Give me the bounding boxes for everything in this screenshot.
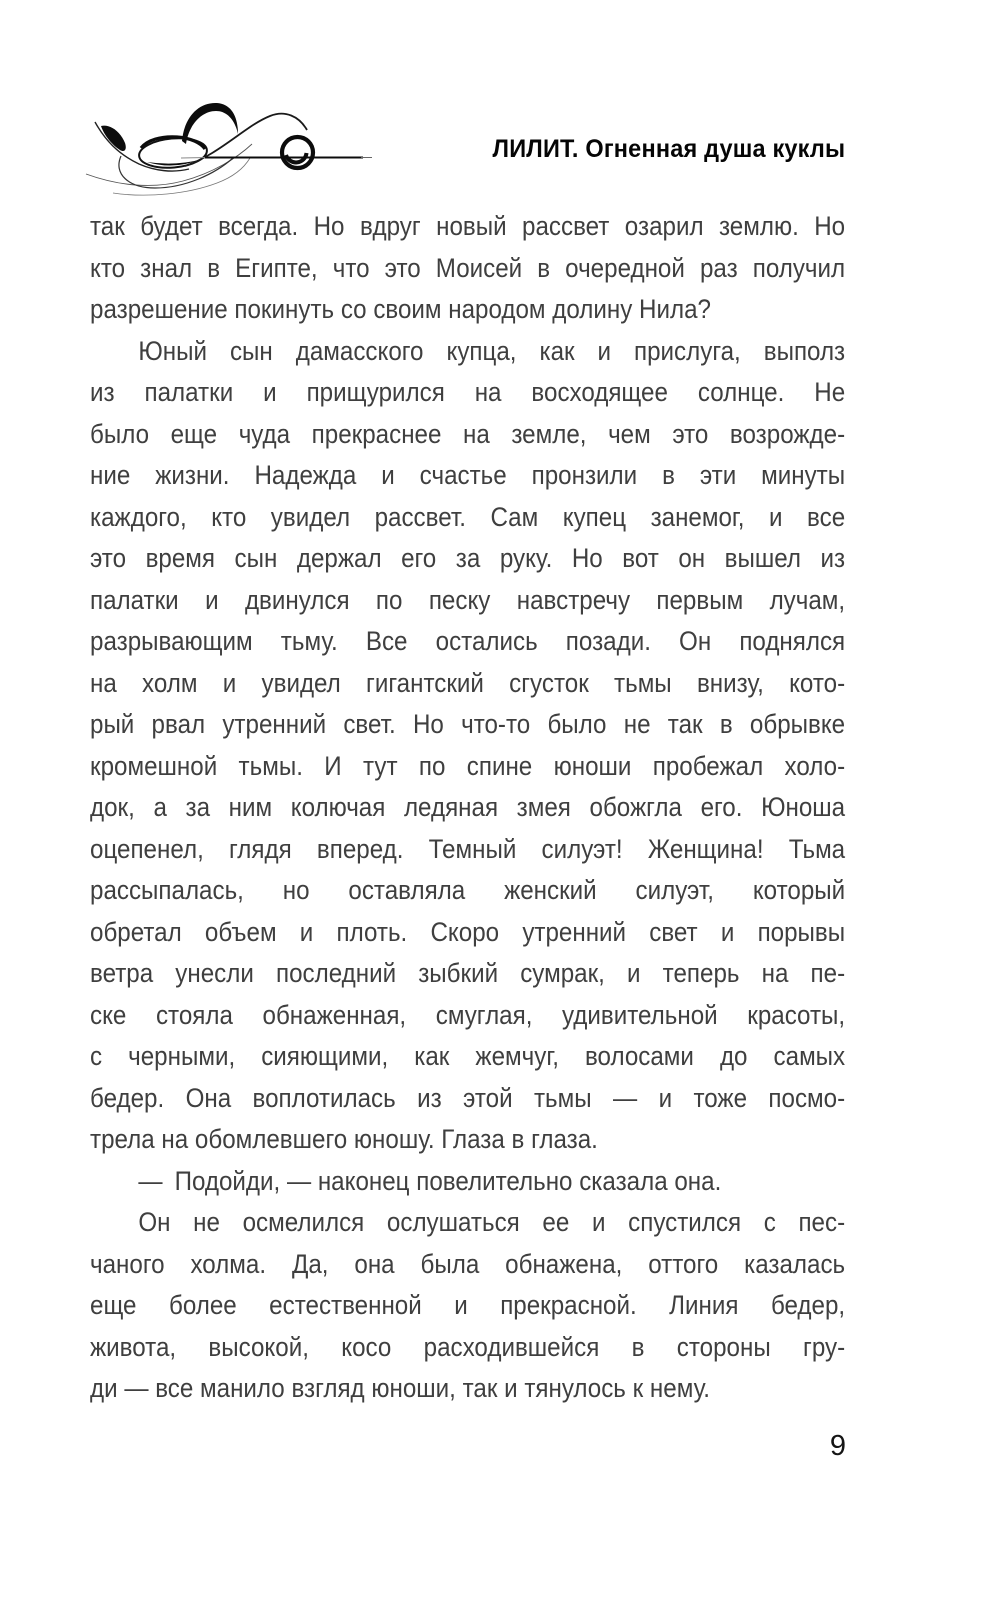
text-line: ди — все манило взгляд юноши, так и тянулось к нему.: [90, 1373, 710, 1403]
calligraphic-flourish-icon: [85, 96, 375, 208]
text-line: разрывающим тьму. Все остались позади. Он поднялся: [90, 626, 846, 656]
page-number: 9: [829, 1430, 846, 1462]
text-line: ске стояла обнаженная, смуглая, удивительной красоты,: [90, 999, 846, 1030]
text-line: кромешной тьмы. И тут по спине юноши пробежал холо-: [90, 750, 846, 781]
text-line: палатки и двинулся по песку навстречу первым лучам,: [90, 584, 846, 615]
text-line: ние жизни. Надежда и счастье пронзили в эти минуты: [90, 460, 846, 490]
text-line: разрешение покинуть со своим народом долину Нила?: [90, 294, 711, 324]
text-line: ветра унесли последний зыбкий сумрак, и теперь на пе-: [90, 958, 846, 988]
text-line: с черными, сияющими, как жемчуг, волосами до самых: [90, 1041, 846, 1071]
text-line: оцепенел, глядя вперед. Темный силуэт! Женщина! Тьма: [90, 833, 846, 864]
running-title: ЛИЛИТ. Огненная душа куклы: [492, 135, 845, 163]
text-line: на холм и увидел гигантский сгусток тьмы внизу, кото-: [90, 667, 846, 698]
text-line: бедер. Она воплотилась из этой тьмы — и тоже посмо-: [90, 1082, 846, 1113]
text-line: кто знал в Египте, что это Моисей в очередной раз получил: [90, 252, 846, 283]
text-line: Он не осмелился ослушаться ее и спустился с пес-: [138, 1207, 846, 1237]
text-line: рый рвал утренний свет. Но что-то было не так в обрывке: [90, 709, 846, 739]
flourish-strokes: [86, 103, 372, 195]
text-line: обретал объем и плоть. Скоро утренний свет и порывы: [90, 916, 846, 947]
text-line: живота, высокой, косо расходившейся в стороны гру-: [90, 1331, 846, 1362]
text-line: это время сын держал его за руку. Но вот он вышел из: [90, 543, 846, 573]
text-line: каждого, кто увидел рассвет. Сам купец занемог, и все: [90, 501, 846, 532]
text-line: — Подойди, — наконец повелительно сказала она.: [138, 1165, 722, 1196]
text-line: трела на обомлевшего юношу. Глаза в глаза.: [90, 1124, 598, 1154]
text-line: так будет всегда. Но вдруг новый рассвет озарил землю. Но: [90, 211, 846, 241]
text-line: еще более естественной и прекрасной. Линия бедер,: [90, 1290, 846, 1320]
text-block: [90, 206, 845, 1410]
text-line: Юный сын дамасского купца, как и прислуга, выполз: [138, 335, 846, 366]
text-line: рассыпалась, но оставляла женский силуэт, который: [90, 875, 846, 905]
text-line: док, а за ним колючая ледяная змея обожгла его. Юноша: [90, 792, 846, 822]
text-line: чаного холма. Да, она была обнажена, оттого казалась: [90, 1248, 846, 1279]
text-line: из палатки и прищурился на восходящее солнце. Не: [90, 377, 846, 407]
text-line: было еще чуда прекраснее на земле, чем это возрожде-: [90, 418, 846, 449]
